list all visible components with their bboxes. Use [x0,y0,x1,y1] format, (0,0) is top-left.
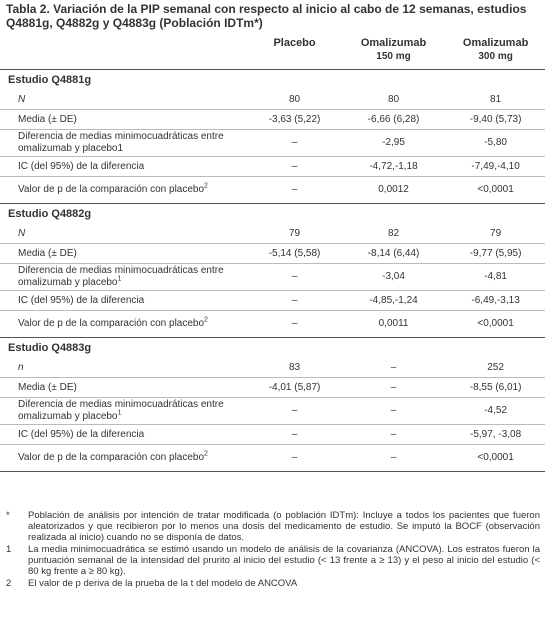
cell-oma150: – [341,398,446,425]
table-row [0,177,545,204]
cell-placebo: – [248,398,341,425]
footnote [6,578,540,589]
cell-placebo: -3,63 (5,22) [248,110,341,130]
footnote-text: El valor de p deriva de la prueba de la t del modelo de ANCOVA [28,578,298,589]
table-row [0,90,545,110]
cell-oma300: -5,80 [446,130,545,157]
row-label [0,264,248,291]
study-header-row [0,204,545,225]
footnote-text: La media minimocuadrática se estimó usando un modelo de análisis de la covarianza (ANCOVA). Los estratos fueron la puntuación semanal de la intensidad del prurito al inicio del estudio (< 13 frente a ≥ 13) y el peso al inicio del estudio (< 80 kg frente a ≥ 80 kg). [28,544,540,577]
cell-placebo: – [248,311,341,338]
row-label: Media (± DE) [0,244,248,264]
header-oma300-name: Omalizumab [462,37,529,49]
cell-placebo: – [248,264,341,291]
header-oma300-dose: 300 mg [478,51,513,62]
table-row [0,358,545,378]
cell-oma300: -9,40 (5,73) [446,110,545,130]
table-row [0,130,545,157]
cell-placebo: – [248,177,341,204]
cell-oma300: -4,52 [446,398,545,425]
cell-placebo: – [248,445,341,472]
cell-oma150: -2,95 [341,130,446,157]
table-row [0,224,545,244]
row-label [0,445,248,472]
table-title: Tabla 2. Variación de la PIP semanal con respecto al inicio al cabo de 12 semanas, estudios Q4881g, Q4882g y Q4883g (Población IDTm*) [6,2,527,30]
table-row [0,291,545,311]
cell-oma150: – [341,445,446,472]
cell-placebo: 79 [248,224,341,244]
row-label: IC (del 95%) de la diferencia [0,291,248,311]
cell-oma150: 0,0011 [341,311,446,338]
footnote-ref: 2 [204,450,208,458]
row-label [0,311,248,338]
cell-oma150: – [341,425,446,445]
cell-oma150: -4,85,-1,24 [341,291,446,311]
cell-oma150: 82 [341,224,446,244]
table-row [0,311,545,338]
cell-oma150: 80 [341,90,446,110]
row-label-text: Diferencia de medias minimocuadráticas entre omalizumab y placebo [18,399,224,422]
cell-oma300: -7,49,-4,10 [446,157,545,177]
table-row [0,157,545,177]
cell-oma150: -3,04 [341,264,446,291]
cell-placebo: -4,01 (5,87) [248,378,341,398]
cell-oma150: -8,14 (6,44) [341,244,446,264]
results-table [0,34,545,472]
cell-oma150: -4,72,-1,18 [341,157,446,177]
row-label: N [0,224,248,244]
table-row [0,445,545,472]
cell-oma300: -9,77 (5,95) [446,244,545,264]
cell-placebo: 80 [248,90,341,110]
footnotes [6,510,540,590]
row-label: Media (± DE) [0,378,248,398]
row-label-text: Valor de p de la comparación con placebo [18,452,205,463]
table-row [0,264,545,291]
cell-oma300: <0,0001 [446,311,545,338]
row-label: IC (del 95%) de la diferencia [0,157,248,177]
header-oma150-name: Omalizumab [360,37,427,49]
cell-placebo: – [248,157,341,177]
footnote-ref: 2 [204,316,208,324]
cell-oma300: -5,97, -3,08 [446,425,545,445]
study-header-row [0,338,545,359]
table-row [0,244,545,264]
cell-oma300: 252 [446,358,545,378]
row-label: n [0,358,248,378]
footnote-mark: * [6,510,10,521]
cell-placebo: – [248,291,341,311]
header-oma150-dose: 150 mg [376,51,411,62]
cell-placebo: – [248,130,341,157]
row-label [0,177,248,204]
footnote [6,510,540,543]
row-label-text: Valor de p de la comparación con placebo [18,318,205,329]
header-placebo: Placebo [273,37,316,49]
cell-oma300: <0,0001 [446,177,545,204]
cell-oma300: -8,55 (6,01) [446,378,545,398]
row-label: N [0,90,248,110]
study-name: Estudio Q4883g [8,342,92,354]
footnote-ref: 1 [117,275,122,283]
cell-oma150: – [341,378,446,398]
table-row [0,425,545,445]
footnote-ref: 1 [117,409,122,417]
row-label-text: Diferencia de medias minimocuadráticas entre omalizumab y placebo [18,265,224,288]
header-omalizumab-300 [446,34,545,70]
footnote-text: Población de análisis por intención de tratar modificada (o población IDTm): Incluye a todos los pacientes que fueron aleatorizados y que recibieron por lo menos una dosis del medicamento de estudio. Se imputó la BOCF (observación realizada al inicio) cuando no se disponía de datos. [28,510,540,543]
table-row [0,398,545,425]
row-label: IC (del 95%) de la diferencia [0,425,248,445]
cell-oma300: -4,81 [446,264,545,291]
header-omalizumab-150 [341,34,446,70]
footnote-mark: 1 [6,544,12,555]
cell-oma300: -6,49,-3,13 [446,291,545,311]
cell-oma300: 79 [446,224,545,244]
table-header-row [0,34,545,70]
footnote-mark: 2 [6,578,12,589]
cell-oma150: -6,66 (6,28) [341,110,446,130]
cell-placebo: 83 [248,358,341,378]
cell-placebo: – [248,425,341,445]
cell-placebo: -5,14 (5,58) [248,244,341,264]
study-name: Estudio Q4881g [8,74,92,86]
row-label: Media (± DE) [0,110,248,130]
study-name: Estudio Q4882g [8,208,92,220]
footnote [6,544,540,577]
cell-oma150: – [341,358,446,378]
cell-oma300: <0,0001 [446,445,545,472]
footnote-ref: 2 [204,182,208,190]
header-empty [0,34,248,70]
cell-oma150: 0,0012 [341,177,446,204]
table-row [0,110,545,130]
row-label-text: Valor de p de la comparación con placebo [18,184,205,195]
study-header-row [0,70,545,91]
cell-oma300: 81 [446,90,545,110]
row-label: Diferencia de medias minimocuadráticas entre omalizumab y placebo1 [0,130,248,157]
table-row [0,378,545,398]
row-label [0,398,248,425]
